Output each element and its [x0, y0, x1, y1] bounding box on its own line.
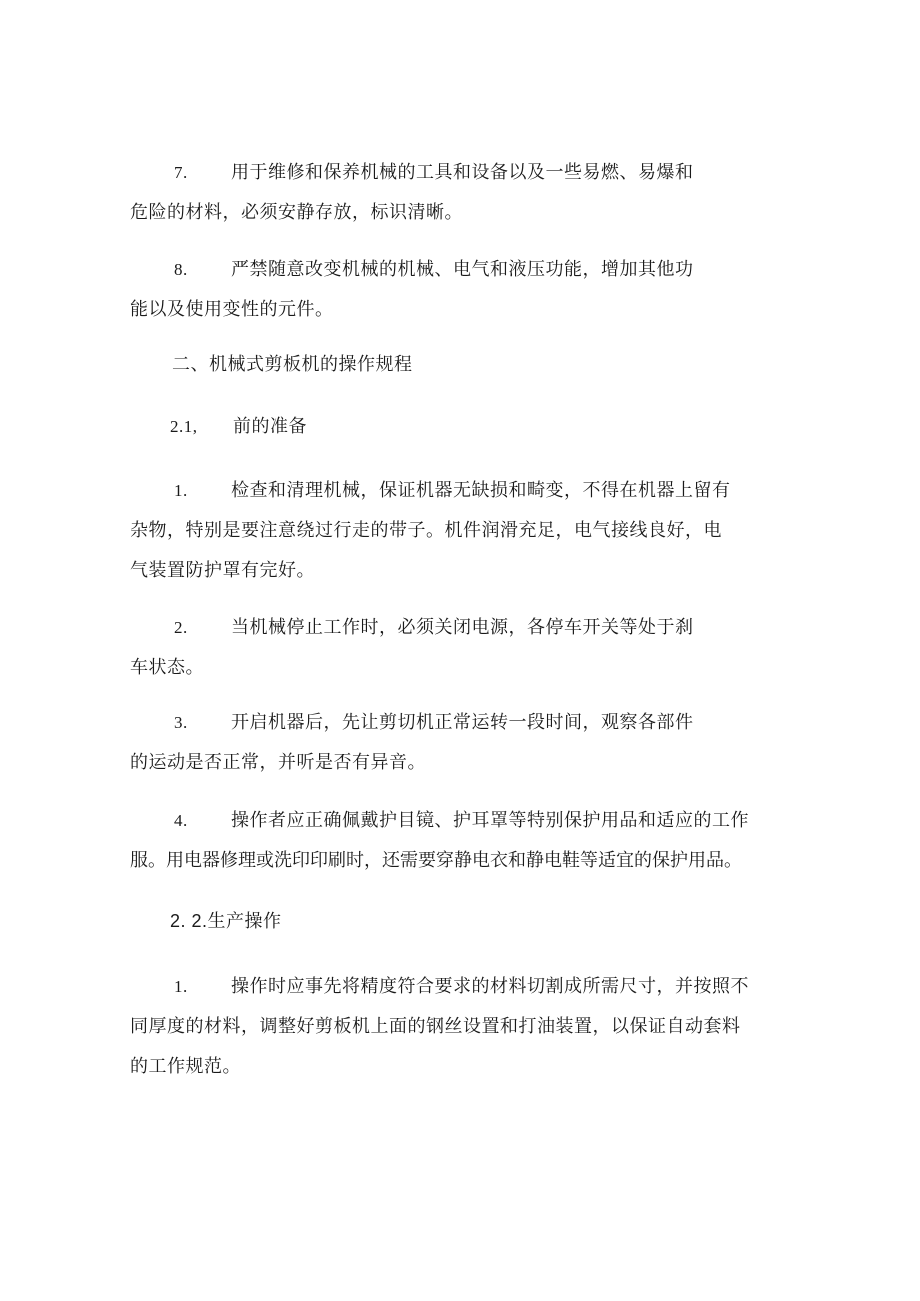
- item-text-line: 开启机器后，先让剪切机正常运转一段时间，观察各部件: [231, 712, 694, 733]
- item-text-line: 气装置防护罩有完好。: [130, 560, 315, 581]
- subsection-number: 2.1,: [170, 417, 198, 436]
- subsection-title: 前的准备: [233, 416, 307, 437]
- item-text-line: 车状态。: [130, 657, 204, 678]
- section-heading-text: 二、机械式剪板机的操作规程: [172, 354, 413, 375]
- list-item-8: [130, 250, 794, 330]
- item-text-line: 操作时应事先将精度符合要求的材料切割成所需尺寸，并按照不: [231, 976, 749, 997]
- prep-item-3: [130, 703, 794, 783]
- subsection-heading-2-2: [130, 901, 794, 941]
- item-text-line: 危险的材料，必须安静存放，标识清晰。: [130, 202, 463, 223]
- item-number: 8.: [174, 260, 188, 279]
- item-text-line: 能以及使用变性的元件。: [130, 299, 334, 320]
- item-text-line: 当机械停止工作时，必须关闭电源，各停车开关等处于刹: [231, 617, 694, 638]
- item-text-line: 服。用电器修理或洗印印刷时，还需要穿静电衣和静电鞋等适宜的保护用品。: [130, 850, 742, 871]
- item-text-line: 严禁随意改变机械的机械、电气和液压功能，增加其他功: [231, 259, 694, 280]
- prep-item-1: [130, 471, 794, 591]
- subsection-title: 2. 2.生产操作: [170, 911, 282, 931]
- item-text-line: 的运动是否正常，并听是否有异音。: [130, 752, 426, 773]
- prep-item-2: [130, 608, 794, 688]
- item-number: 4.: [174, 811, 188, 830]
- item-text-line: 操作者应正确佩戴护目镜、护耳罩等特别保护用品和适应的工作: [231, 810, 749, 831]
- item-text-line: 同厚度的材料，调整好剪板机上面的钢丝设置和打油装置，以保证自动套料: [130, 1016, 741, 1037]
- item-text-line: 检查和清理机械，保证机器无缺损和畸变，不得在机器上留有: [231, 480, 731, 501]
- subsection-heading-2-1: [130, 406, 794, 446]
- item-text-line: 杂物，特别是要注意绕过行走的带子。机件润滑充足，电气接线良好，电: [130, 520, 722, 541]
- item-number: 1.: [174, 481, 188, 500]
- section-heading: [130, 345, 794, 385]
- list-item-7: [130, 153, 794, 233]
- item-text-line: 的工作规范。: [130, 1056, 241, 1077]
- item-number: 1.: [174, 977, 188, 996]
- production-item-1: [130, 967, 794, 1087]
- item-number: 7.: [174, 163, 188, 182]
- prep-item-4: [130, 801, 794, 881]
- item-number: 3.: [174, 713, 188, 732]
- item-number: 2.: [174, 618, 188, 637]
- item-text-line: 用于维修和保养机械的工具和设备以及一些易燃、易爆和: [231, 162, 694, 183]
